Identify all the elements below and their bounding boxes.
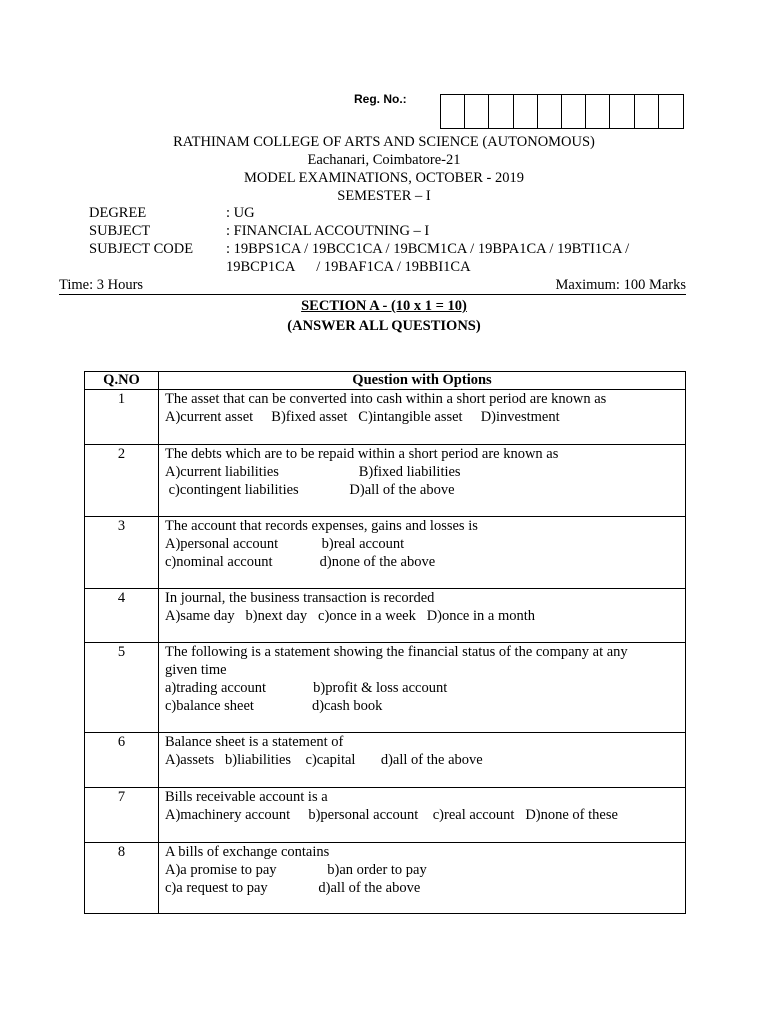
reg-no-cell bbox=[465, 95, 489, 128]
degree-label: DEGREE bbox=[89, 205, 147, 221]
reg-no-cell bbox=[635, 95, 659, 128]
question-cell bbox=[159, 589, 686, 643]
question-line: A)current liabilities B)fixed liabilities bbox=[165, 464, 461, 480]
question-text: Balance sheet is a statement of bbox=[165, 734, 344, 750]
question-cell bbox=[159, 517, 686, 589]
question-cell bbox=[159, 733, 686, 788]
max-marks: Maximum: 100 Marks bbox=[555, 277, 686, 293]
question-number: 7 bbox=[85, 788, 159, 843]
question-line: A)same day b)next day c)once in a week D)once in a month bbox=[165, 608, 536, 624]
section-title bbox=[0, 298, 768, 315]
question-line: A)personal account b)real account bbox=[165, 536, 405, 552]
subject-code-value-2: 19BCP1CA / 19BAF1CA / 19BBI1CA bbox=[226, 259, 471, 275]
semester: SEMESTER – I bbox=[337, 188, 431, 204]
question-line: c)contingent liabilities D)all of the above bbox=[165, 482, 455, 498]
table-header-row bbox=[85, 372, 686, 390]
degree-value: : UG bbox=[226, 205, 255, 221]
table-row bbox=[85, 390, 686, 445]
question-line: A)machinery account b)personal account c)real account D)none of these bbox=[165, 807, 618, 823]
question-cell bbox=[159, 445, 686, 517]
question-line: given time bbox=[165, 662, 227, 678]
table-row bbox=[85, 589, 686, 643]
college-location: Eachanari, Coimbatore-21 bbox=[307, 152, 461, 168]
header-divider bbox=[59, 294, 686, 295]
column-header-qno: Q.NO bbox=[85, 372, 159, 390]
question-text: The debts which are to be repaid within a short period are known as bbox=[165, 446, 559, 462]
reg-no-cell bbox=[586, 95, 610, 128]
question-line: c)balance sheet d)cash book bbox=[165, 698, 383, 714]
column-header-question: Question with Options bbox=[159, 372, 686, 390]
exam-title: MODEL EXAMINATIONS, OCTOBER - 2019 bbox=[244, 170, 524, 186]
reg-no-cell bbox=[659, 95, 683, 128]
question-text: Bills receivable account is a bbox=[165, 789, 328, 805]
table-row bbox=[85, 445, 686, 517]
question-cell bbox=[159, 788, 686, 843]
reg-no-cell bbox=[514, 95, 538, 128]
reg-no-label: Reg. No.: bbox=[354, 92, 407, 106]
question-line: A)a promise to pay b)an order to pay bbox=[165, 862, 427, 878]
section-instruction: (ANSWER ALL QUESTIONS) bbox=[287, 318, 481, 334]
question-text: The following is a statement showing the financial status of the company at any bbox=[165, 644, 628, 660]
question-number: 2 bbox=[85, 445, 159, 517]
question-cell bbox=[159, 843, 686, 914]
table-row bbox=[85, 517, 686, 589]
subject-value: : FINANCIAL ACCOUTNING – I bbox=[226, 223, 430, 239]
question-text: The account that records expenses, gains and losses is bbox=[165, 518, 478, 534]
question-number: 4 bbox=[85, 589, 159, 643]
question-text: The asset that can be converted into cash within a short period are known as bbox=[165, 391, 607, 407]
subject-code-value: : 19BPS1CA / 19BCC1CA / 19BCM1CA / 19BPA1CA / 19BTI1CA / bbox=[226, 241, 630, 257]
question-cell bbox=[159, 390, 686, 445]
reg-no-cell bbox=[441, 95, 465, 128]
question-line: c)nominal account d)none of the above bbox=[165, 554, 436, 570]
questions-table bbox=[84, 371, 686, 914]
college-name: RATHINAM COLLEGE OF ARTS AND SCIENCE (AUTONOMOUS) bbox=[173, 134, 595, 150]
question-number: 8 bbox=[85, 843, 159, 914]
table-row bbox=[85, 843, 686, 914]
subject-code-row bbox=[0, 241, 768, 259]
table-row bbox=[85, 788, 686, 843]
question-number: 1 bbox=[85, 390, 159, 445]
reg-no-cell bbox=[489, 95, 513, 128]
exam-time: Time: 3 Hours bbox=[59, 277, 144, 293]
question-line: c)a request to pay d)all of the above bbox=[165, 880, 421, 896]
reg-no-cell bbox=[538, 95, 562, 128]
subject-row bbox=[0, 223, 768, 241]
question-number: 6 bbox=[85, 733, 159, 788]
subject-code-label: SUBJECT CODE bbox=[89, 241, 194, 257]
subject-code-row-2 bbox=[0, 259, 768, 277]
question-line: a)trading account b)profit & loss account bbox=[165, 680, 448, 696]
question-cell bbox=[159, 643, 686, 733]
question-number: 5 bbox=[85, 643, 159, 733]
question-text: A bills of exchange contains bbox=[165, 844, 330, 860]
question-number: 3 bbox=[85, 517, 159, 589]
question-line: A)assets b)liabilities c)capital d)all of the above bbox=[165, 752, 483, 768]
reg-no-boxes bbox=[440, 94, 684, 129]
question-line: A)current asset B)fixed asset C)intangible asset D)investment bbox=[165, 409, 560, 425]
degree-row bbox=[0, 205, 768, 223]
table-row bbox=[85, 733, 686, 788]
subject-label: SUBJECT bbox=[89, 223, 151, 239]
reg-no-cell bbox=[610, 95, 634, 128]
reg-no-cell bbox=[562, 95, 586, 128]
question-text: In journal, the business transaction is recorded bbox=[165, 590, 435, 606]
section-title-text: SECTION A - (10 x 1 = 10) bbox=[301, 298, 467, 314]
table-row bbox=[85, 643, 686, 733]
